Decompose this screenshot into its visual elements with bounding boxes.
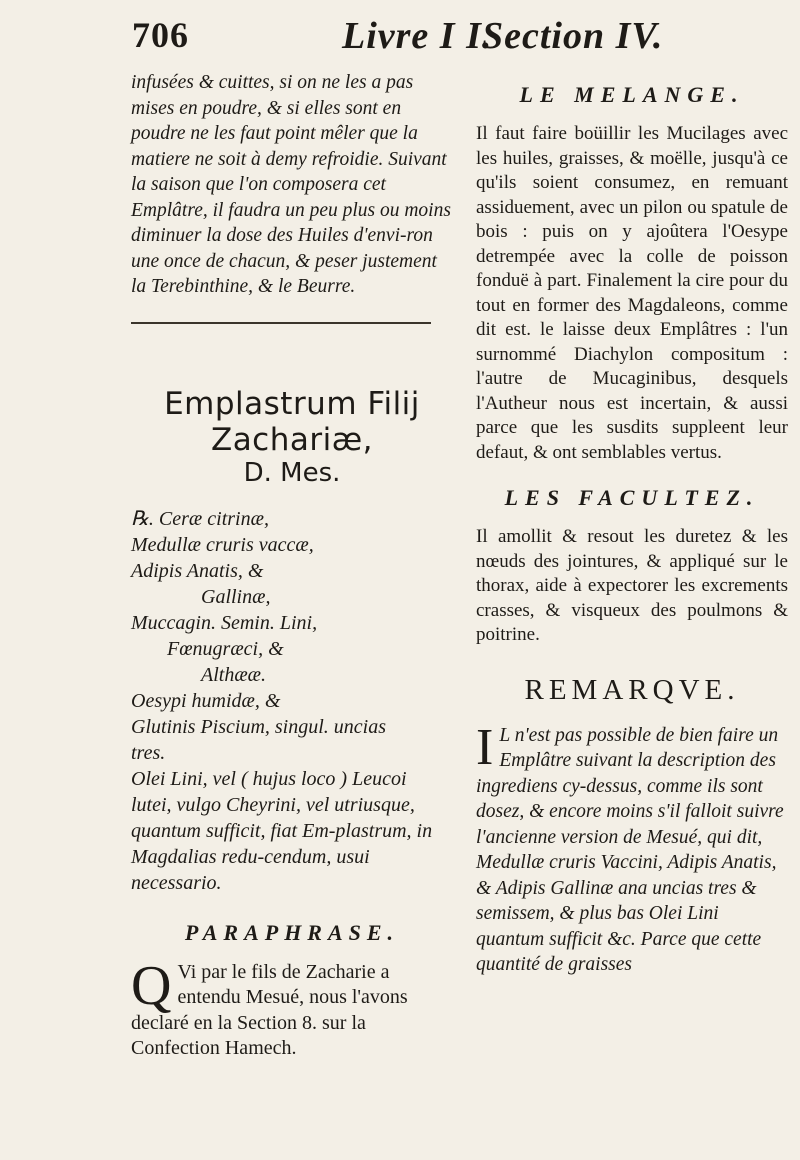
recipe-line: Gallinæ, <box>201 585 271 608</box>
drop-cap: Q <box>131 954 172 1017</box>
recipe-title: Emplastrum Filij Zachariæ, <box>164 385 420 458</box>
recipe-line: Olei Lini, vel ( hujus loco ) Leucoi <box>131 767 407 790</box>
recipe-line: Adipis Anatis, & <box>131 559 264 582</box>
paraphrase-paragraph <box>131 954 453 1062</box>
recipe-list <box>131 506 453 896</box>
book-title: Livre I I. <box>342 15 493 57</box>
left-column <box>131 70 453 1062</box>
section-title: Section IV. <box>482 15 664 57</box>
recipe-line: ℞. Ceræ citrinæ, <box>131 507 269 530</box>
remarque-paragraph <box>476 718 788 978</box>
paraphrase-heading: PARAPHRASE. <box>184 919 400 945</box>
remarque-heading: REMARQVE. <box>524 673 740 706</box>
intro-paragraph: infusées & cuittes, si on ne les a pas mises en poudre, & si elles sont en poudre ne les faut point mêler que la matiere ne soit à demy refroidie. Suivant la saison que l'on composera cet Emplâtre, il faudra un peu plus ou moins diminuer la dose des Huiles d'envi-ron une once de chacun, & peser justement la Terebinthine, & le Beurre. <box>131 72 451 297</box>
drop-cap: I <box>476 718 494 776</box>
recipe-line: Althææ. <box>201 663 267 686</box>
recipe-subtitle: D. Mes. <box>243 457 341 488</box>
paraphrase-text: Vi par le fils de Zacharie a entendu Mesué, nous l'avons declaré en la Section 8. sur la Confection Hamech. <box>131 960 408 1059</box>
recipe-line: Muccagin. Semin. Lini, <box>131 611 318 634</box>
recipe-line: tres. <box>131 741 166 764</box>
recipe-line: Oesypi humidæ, & <box>131 689 281 712</box>
right-column <box>476 70 788 978</box>
remarque-text: L n'est pas possible de bien faire un Emplâtre suivant la description des ingrediens cy-dessus, comme ils sont dosez, & encore moins s'il falloit suivre l'ancienne version de Mesué, qui dit, Medullæ cruris Vaccini, Adipis Anatis, & Adipis Gallinæ ana uncias tres & semissem, & plus bas Olei Lini quantum sufficit &c. Parce que cette quantité de graisses <box>476 724 784 975</box>
melange-paragraph: Il faut faire boüillir les Mucilages avec les huiles, graisses, & moëlle, jusqu'à ce qu'ils soient consumez, en remuant assiduement, avec un pilon ou spatule de bois : puis on y ajoûtera l'Oesype detrempée avec la colle de poisson fonduë à part. Finalement la cire pour du tout en former des Magdaleons, comme dit est. le laisse deux Emplâtres : l'un surnommé Diachylon compositum : l'autre de Mucaginibus, desquels l'Autheur nous est incertain, & aussi parce que les susdits suppleent leur defaut, & ont semblables vertus. <box>476 123 788 463</box>
section-divider <box>131 322 431 324</box>
recipe-line: Medullæ cruris vaccæ, <box>131 533 314 556</box>
recipe-line: Glutinis Piscium, singul. uncias <box>131 715 386 738</box>
recipe-line: lutei, vulgo Cheyrini, vel utriusque, quantum sufficit, fiat Em-plastrum, in Magdalias redu-cendum, usui necessario. <box>131 793 433 894</box>
facultez-heading: LES FACULTEZ. <box>504 485 760 510</box>
melange-heading: LE MELANGE. <box>519 82 745 107</box>
facultez-paragraph: Il amollit & resout les duretez & les nœuds des jointures, & appliqué sur le thorax, aide à expectorer les excrements crasses, & visqueux des poulmons & poitrine. <box>476 526 788 645</box>
recipe-line: Fœnugræci, & <box>167 637 284 660</box>
page-number: 706 <box>132 15 189 55</box>
page-header <box>132 14 672 70</box>
